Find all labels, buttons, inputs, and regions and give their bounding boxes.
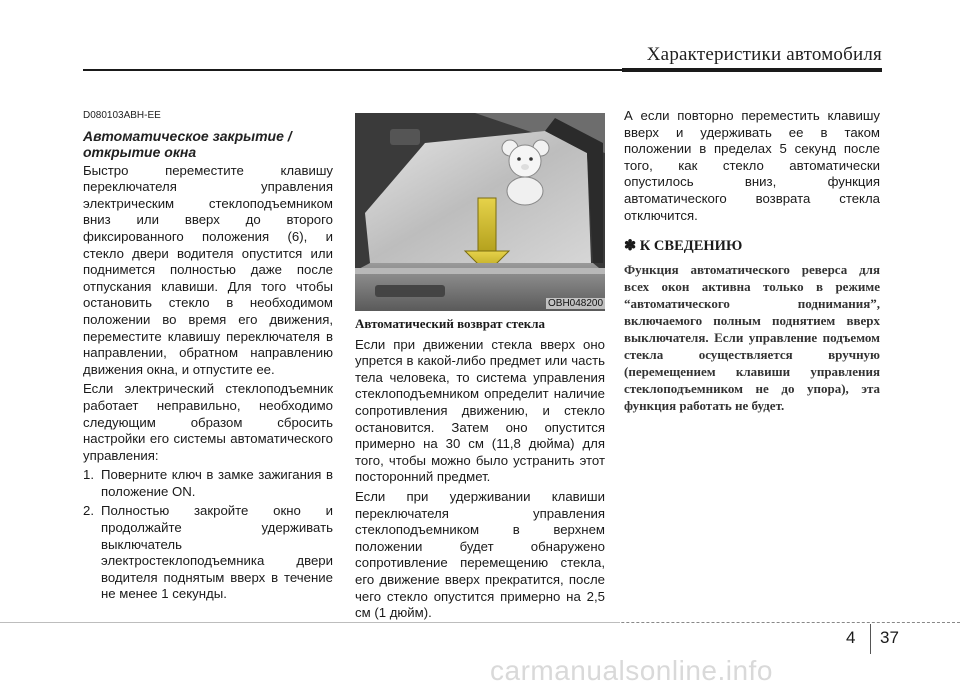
window-illustration (355, 113, 605, 311)
note-body: Функция автоматического реверса для всех окон активна только в режиме “автоматического поднимания”, включаемого полным поднятием вверх выключателя. Если управление подъемом стекла осуществляется вручную (перемещением клавиши управления стеклоподъемником не до упора), эта функция работать не будет. (624, 261, 880, 413)
footer-rule-solid (0, 622, 620, 623)
middle-paragraph-1: Если при движении стекла вверх оно упрется в какой-либо предмет или часть тела человека, то система управления стеклоподъемником определит наличие сопротивления движению, и стекло остановится. Затем оно опустится примерно на 30 см (11,8 дюйма) для того, чтобы можно было устранить этот посторонний предмет. (355, 336, 605, 485)
reset-steps-list (83, 467, 333, 603)
page-number-divider (870, 624, 871, 654)
chapter-number: 4 (846, 628, 856, 647)
left-paragraph-1: Быстро переместите клавишу переключателя управления электрическим стеклоподъемником вниз или вверх до второго фиксированного положения (6), и стекло двери водителя опустится или поднимется полностью даже после отпускания клавиши. Для того чтобы остановить стекло в необходимом положении во время его движения, переместите клавишу переключателя в направлении, обратном направлению движения окна, и отпустите ее. (83, 162, 333, 377)
mirror-housing (390, 129, 420, 145)
right-paragraph-1: А если повторно переместить клавишу вверх и удерживать ее в таком положении в пределах 5 секунд после того, как стекло автоматически опустилось вниз, функция автоматического возврата стекла отключится. (624, 108, 880, 223)
right-column (624, 108, 880, 414)
step-number: 1. (83, 467, 94, 483)
left-paragraph-2: Если электрический стеклоподъемник работает неправильно, необходимо следующим образом сбросить настройки его системы автоматического управления: (83, 381, 333, 463)
note-symbol-icon: ✽ (624, 238, 637, 255)
left-column (83, 108, 333, 606)
header-rule-accent (622, 68, 882, 72)
window-photo (355, 113, 605, 311)
list-item (83, 467, 333, 500)
photo-code: OBH048200 (548, 298, 604, 309)
step-text: Полностью закройте окно и продолжайте удерживать выключатель электростеклоподъемника двери водителя поднятым вверх в течение не менее 1 секунды. (101, 503, 333, 602)
header-title: Характеристики автомобиля (646, 44, 882, 65)
note-heading (624, 238, 880, 255)
photo-caption: Автоматический возврат стекла (355, 316, 546, 331)
step-number: 2. (83, 503, 94, 519)
note-title: К СВЕДЕНИЮ (639, 238, 743, 255)
section-subheading: Автоматическое закрытие / открытие окна (83, 127, 292, 160)
section-code: D080103ABH-EE (83, 110, 161, 121)
page-number: 37 (880, 628, 899, 647)
watermark: carmanualsonline.info (490, 655, 773, 686)
list-item (83, 503, 333, 603)
step-text: Поверните ключ в замке зажигания в положение ON. (101, 467, 333, 499)
middle-paragraph-2: Если при удерживании клавиши переключателя управления стеклоподъемником в верхнем положении будет обнаружено сопротивление перемещению стекла, его движение вверх прекратится, после чего стекло опустится примерно на 2,5 см (1 дюйм). (355, 488, 605, 621)
middle-column (355, 316, 605, 625)
